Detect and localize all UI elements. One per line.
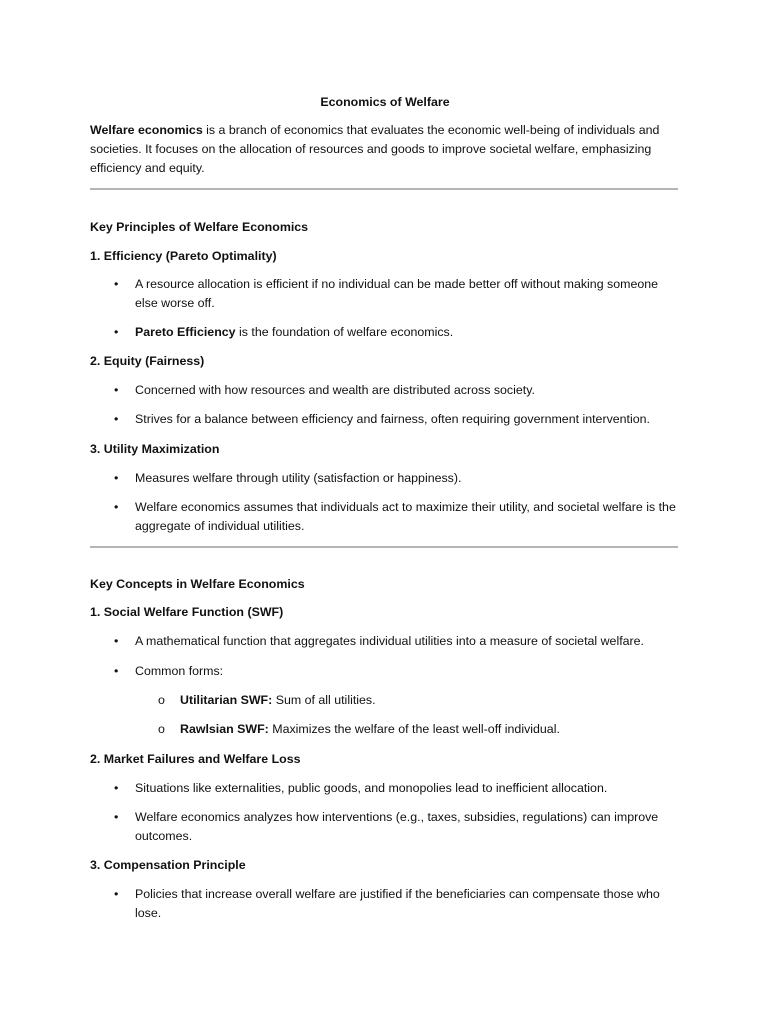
list-item-text: Situations like externalities, public goods, and monopolies lead to inefficient allocation. <box>135 781 608 795</box>
list-item-text: Policies that increase overall welfare are justified if the beneficiaries can compensate those who lose. <box>135 887 660 920</box>
bullet-icon: • <box>114 277 119 291</box>
pareto-term: Pareto Efficiency <box>135 325 236 339</box>
list-item <box>114 662 680 681</box>
list-item <box>114 410 680 429</box>
list-item <box>114 469 680 488</box>
sub-bullet-icon: o <box>158 722 165 736</box>
list-item-text: Concerned with how resources and wealth are distributed across society. <box>135 383 535 397</box>
list-item <box>114 779 680 798</box>
list-item <box>114 632 680 651</box>
section-divider <box>90 546 678 548</box>
list-item <box>114 885 680 923</box>
pareto-text: is the foundation of welfare economics. <box>235 325 454 339</box>
sub-list-item <box>158 720 678 739</box>
efficiency-heading: 1. Efficiency (Pareto Optimality) <box>90 249 277 263</box>
sub-bullet-icon: o <box>158 693 165 707</box>
section-divider <box>90 188 678 190</box>
bullet-icon: • <box>114 500 119 514</box>
sub-list-item <box>158 691 678 710</box>
sub-list-item-text <box>180 691 678 710</box>
bullet-icon: • <box>114 810 119 824</box>
swf-heading: 1. Social Welfare Function (SWF) <box>90 605 284 619</box>
compensation-heading: 3. Compensation Principle <box>90 858 246 872</box>
bullet-icon: • <box>114 664 119 678</box>
bullet-icon: • <box>114 634 119 648</box>
intro-text: is a branch of economics that evaluates the economic well-being of individuals and societies. It focuses on the allocation of resources and goods to improve societal welfare, emphasizing efficiency and equity. <box>90 123 660 175</box>
list-item-text: Measures welfare through utility (satisfaction or happiness). <box>135 471 462 485</box>
intro-paragraph <box>90 121 680 178</box>
bullet-icon: • <box>114 325 119 339</box>
utilitarian-term: Utilitarian SWF: <box>180 693 273 707</box>
sub-list-item-text <box>180 720 678 739</box>
market-heading: 2. Market Failures and Welfare Loss <box>90 752 301 766</box>
list-item-text: Common forms: <box>135 664 224 678</box>
list-item <box>114 381 680 400</box>
rawlsian-term: Rawlsian SWF: <box>180 722 269 736</box>
bullet-icon: • <box>114 412 119 426</box>
principles-heading: Key Principles of Welfare Economics <box>90 220 309 234</box>
list-item <box>114 498 680 536</box>
list-item-text: Welfare economics assumes that individuals act to maximize their utility, and societal welfare is the aggregate of individual utilities. <box>135 500 676 533</box>
intro-term: Welfare economics <box>90 123 203 137</box>
list-item <box>114 323 680 342</box>
bullet-icon: • <box>114 887 119 901</box>
concepts-heading: Key Concepts in Welfare Economics <box>90 577 305 591</box>
bullet-icon: • <box>114 471 119 485</box>
list-item-text: Strives for a balance between efficiency and fairness, often requiring government intervention. <box>135 412 650 426</box>
document-title: Economics of Welfare <box>320 95 450 109</box>
equity-heading: 2. Equity (Fairness) <box>90 354 205 368</box>
list-item-text: A mathematical function that aggregates individual utilities into a measure of societal welfare. <box>135 634 644 648</box>
bullet-icon: • <box>114 383 119 397</box>
bullet-icon: • <box>114 781 119 795</box>
list-item <box>114 275 680 313</box>
utilitarian-text: Sum of all utilities. <box>272 693 376 707</box>
list-item <box>114 808 680 846</box>
list-item-text <box>135 323 680 342</box>
utility-heading: 3. Utility Maximization <box>90 442 220 456</box>
rawlsian-text: Maximizes the welfare of the least well-off individual. <box>268 722 560 736</box>
list-item-text: A resource allocation is efficient if no individual can be made better off without making someone else worse off. <box>135 277 659 310</box>
list-item-text: Welfare economics analyzes how interventions (e.g., taxes, subsidies, regulations) can improve outcomes. <box>135 810 659 843</box>
